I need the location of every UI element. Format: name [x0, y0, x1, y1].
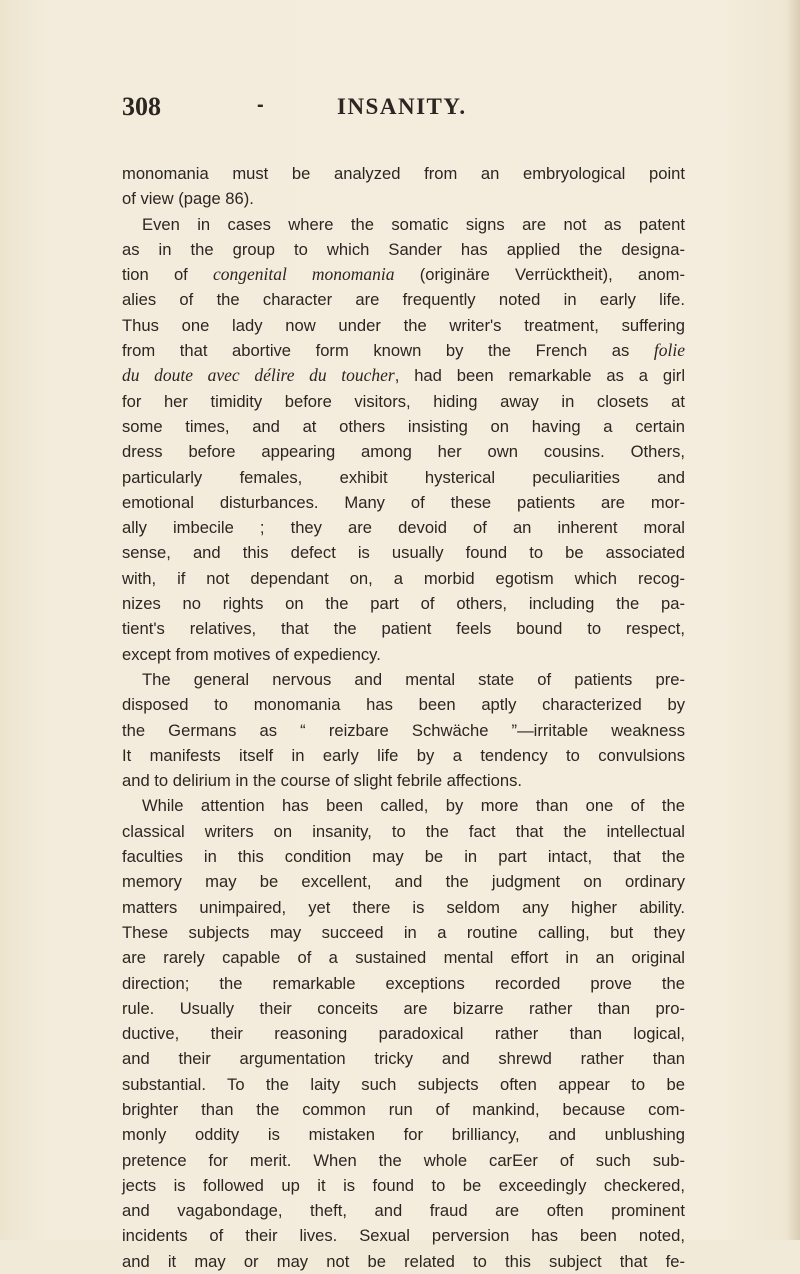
- header-separator: -: [257, 94, 264, 116]
- text-line: the Germans as “ reizbare Schwäche ”—irritable weakness: [122, 720, 685, 740]
- text-segment: , had been remarkable as a girl: [394, 366, 685, 386]
- italic-phrase: folie: [653, 340, 685, 361]
- page-number: 308: [122, 92, 161, 121]
- text-line: ally imbecile ; they are devoid of an inherent moral: [122, 518, 685, 538]
- text-line: It manifests itself in early life by a tendency to convulsions: [122, 745, 685, 765]
- text-line: ductive, their reasoning paradoxical rather than logical,: [122, 1024, 685, 1044]
- text-line: incidents of their lives. Sexual perversion has been noted,: [122, 1226, 685, 1246]
- text-line: direction; the remarkable exceptions recorded prove the: [122, 973, 685, 993]
- text-line: for her timidity before visitors, hiding away in closets at: [122, 391, 685, 411]
- text-segment: from that abortive form known by the French as: [122, 341, 654, 361]
- text-line: [122, 262, 685, 287]
- text-segment: (originäre Verrücktheit), anom-: [394, 265, 685, 285]
- text-line: Thus one lady now under the writer's treatment, suffering: [122, 315, 685, 335]
- text-line: nizes no rights on the part of others, including the pa-: [122, 594, 685, 614]
- text-line: Even in cases where the somatic signs are not as patent: [142, 214, 685, 234]
- text-line: are rarely capable of a sustained mental effort in an original: [122, 948, 685, 968]
- text-line: While attention has been called, by more than one of the: [142, 796, 685, 816]
- running-title: INSANITY.: [337, 94, 467, 119]
- text-line: matters unimpaired, yet there is seldom any higher ability.: [122, 897, 685, 917]
- text-line: disposed to monomania has been aptly characterized by: [122, 695, 685, 715]
- text-line: some times, and at others insisting on having a certain: [122, 416, 685, 436]
- italic-phrase: congenital monomania: [213, 264, 395, 285]
- text-line: and vagabondage, theft, and fraud are often prominent: [122, 1201, 685, 1221]
- text-line: and to delirium in the course of slight febrile affections.: [122, 771, 523, 791]
- text-line: and it may or may not be related to this subject that fe-: [122, 1251, 685, 1271]
- text-line: monly oddity is mistaken for brilliancy, and unblushing: [122, 1125, 685, 1145]
- text-line: except from motives of expediency.: [122, 644, 381, 664]
- text-line: These subjects may succeed in a routine calling, but they: [122, 922, 685, 942]
- text-line: particularly females, exhibit hysterical peculiarities and: [122, 467, 685, 487]
- text-line: [122, 338, 685, 363]
- text-line: brighter than the common run of mankind, because com-: [122, 1099, 685, 1119]
- page-edge-shadow: [786, 0, 800, 1240]
- text-line: The general nervous and mental state of patients pre-: [142, 669, 685, 689]
- body-text: [122, 161, 685, 1274]
- text-line: alies of the character are frequently noted in early life.: [122, 290, 685, 310]
- text-line: rule. Usually their conceits are bizarre rather than pro-: [122, 998, 685, 1018]
- text-line: [122, 363, 685, 388]
- text-line: faculties in this condition may be in part intact, that the: [122, 847, 685, 867]
- text-line: monomania must be analyzed from an embryological point: [122, 164, 685, 183]
- text-line: dress before appearing among her own cousins. Others,: [122, 442, 685, 462]
- text-line: as in the group to which Sander has applied the designa-: [122, 239, 685, 259]
- text-line: sense, and this defect is usually found to be associated: [122, 543, 685, 563]
- italic-phrase: du doute avec délire du toucher: [122, 365, 395, 386]
- text-line: jects is followed up it is found to be exceedingly checkered,: [122, 1175, 685, 1195]
- text-segment: tion of: [122, 265, 214, 285]
- text-line: memory may be excellent, and the judgment on ordinary: [122, 872, 685, 892]
- text-line: and their argumentation tricky and shrewd rather than: [122, 1049, 685, 1069]
- text-line: of view (page 86).: [122, 189, 254, 209]
- text-line: classical writers on insanity, to the fact that the intellectual: [122, 821, 685, 841]
- text-line: tient's relatives, that the patient feels bound to respect,: [122, 619, 685, 639]
- text-line: with, if not dependant on, a morbid egotism which recog-: [122, 568, 685, 588]
- text-line: pretence for merit. When the whole carEer of such sub-: [122, 1150, 685, 1170]
- text-line: substantial. To the laity such subjects often appear to be: [122, 1074, 685, 1094]
- page-header: [122, 92, 682, 132]
- text-line: emotional disturbances. Many of these patients are mor-: [122, 492, 685, 512]
